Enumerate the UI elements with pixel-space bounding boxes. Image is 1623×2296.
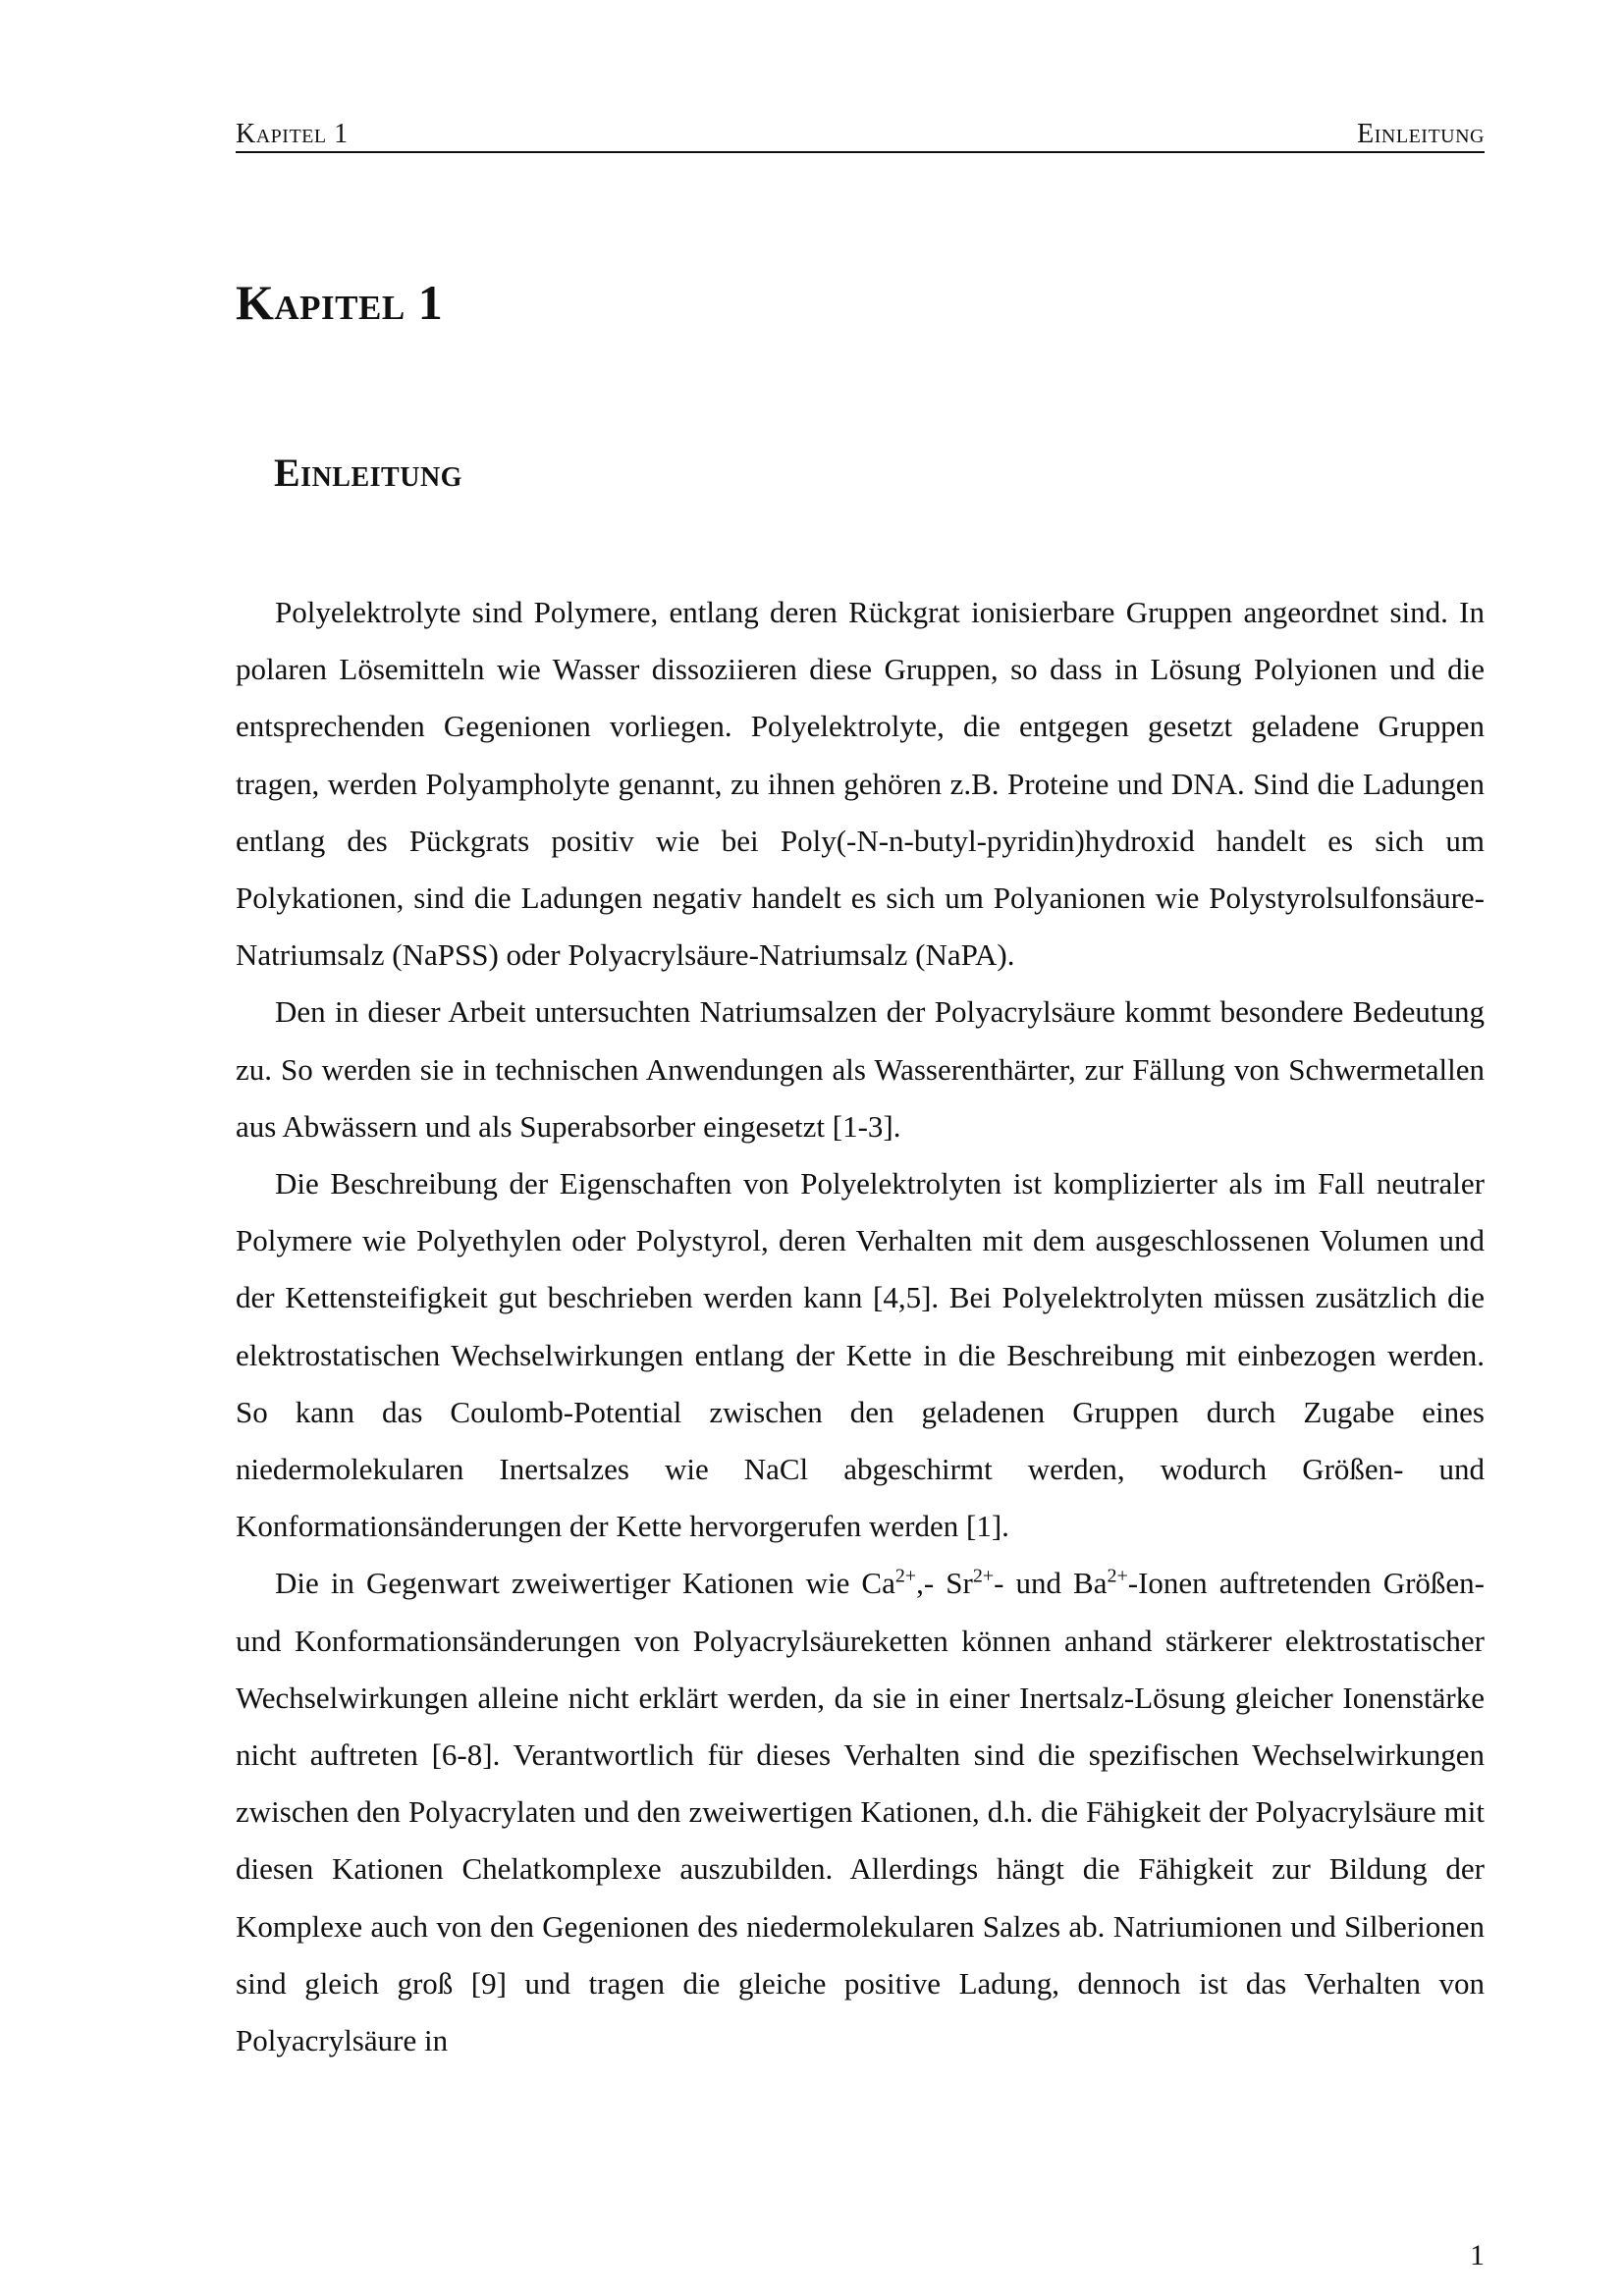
text-segment: -Ionen auftretenden Größen- und Konformationsänderungen von Polyacrylsäureketten können anhand stärkerer elektrostatischer Wechselwirkungen alleine nicht erklärt werden, da sie in einer Inertsalz-Lösung gleicher Ionenstärke nicht auftreten [6-8]. Verantwortlich für dieses Verhalten sind die spezifischen Wechselwirkungen zwischen den Polyacrylaten und den zweiwertigen Kationen, d.h. die Fähigkeit der Polyacrylsäure mit diesen Kationen Chelatkomplexe auszubilden. Allerdings hängt die Fähigkeit zur Bildung der Komplexe auch von den Gegenionen des niedermolekularen Salzes ab. Natriumionen und Silberionen sind gleich groß [9] und tragen die gleiche positive Ladung, dennoch ist das Verhalten von Polyacrylsäure in xyxy=(236,1566,1486,2058)
running-header xyxy=(236,120,1485,153)
paragraph-polyelectrolytes: Polyelektrolyte sind Polymere, entlang deren Rückgrat ionisierbare Gruppen angeordnet sind. In polaren Lösemitteln wie Wasser dissoziieren diese Gruppen, so dass in Lösung Polyionen und die entsprechenden Gegenionen vorliegen. Polyelektrolyte, die entgegen gesetzt geladene Gruppen tragen, werden Polyampholyte genannt, zu ihnen gehören z.B. Proteine und DNA. Sind die Ladungen entlang des Pückgrats positiv wie bei Poly(-N-n-butyl-pyridin)hydroxid handelt es sich um Polykationen, sind die Ladungen negativ handelt es sich um Polyanionen wie Polystyrolsulfonsäure-Natriumsalz (NaPSS) oder Polyacrylsäure-Natriumsalz (NaPA). xyxy=(236,595,1485,973)
charge-superscript: 2+ xyxy=(1107,1566,1128,1588)
paragraph-properties: Die Beschreibung der Eigenschaften von Polyelektrolyten ist komplizierter als im Fall neutraler Polymere wie Polyethylen oder Polystyrol, deren Verhalten mit dem ausgeschlossenen Volumen und der Kettensteifigkeit gut beschrieben werden kann [4,5]. Bei Polyelektrolyten müssen zusätzlich die elektrostatischen Wechselwirkungen entlang der Kette in die Beschreibung mit einbezogen werden. So kann das Coulomb-Potential zwischen den geladenen Gruppen durch Zugabe eines niedermolekularen Inertsalzes wie NaCl abgeschirmt werden, wodurch Größen- und Konformationsänderungen der Kette hervorgerufen werden [1]. xyxy=(236,1166,1485,1544)
charge-superscript: 2+ xyxy=(972,1566,995,1588)
header-chapter-label: Kapitel 1 xyxy=(236,119,349,149)
text-segment: ,- Sr xyxy=(916,1566,973,1601)
header-section-label: Einleitung xyxy=(1357,119,1485,149)
text-segment: - und Ba xyxy=(994,1566,1108,1601)
chapter-title: Kapitel 1 xyxy=(236,275,444,330)
charge-superscript: 2+ xyxy=(894,1566,917,1588)
page-number: 1 xyxy=(1470,2239,1485,2271)
text-segment: Die in Gegenwart zweiwertiger Kationen wie Ca xyxy=(275,1566,895,1601)
paragraph-sodium-salts: Den in dieser Arbeit untersuchten Natriumsalzen der Polyacrylsäure kommt besondere Bedeutung zu. So werden sie in technischen Anwendungen als Wasserenthärter, zur Fällung von Schwermetallen aus Abwässern und als Superabsorber eingesetzt [1-3]. xyxy=(236,994,1485,1144)
body-text xyxy=(236,584,1485,2069)
paragraph-divalent-cations xyxy=(236,1555,1485,2069)
section-title: Einleitung xyxy=(274,451,462,495)
